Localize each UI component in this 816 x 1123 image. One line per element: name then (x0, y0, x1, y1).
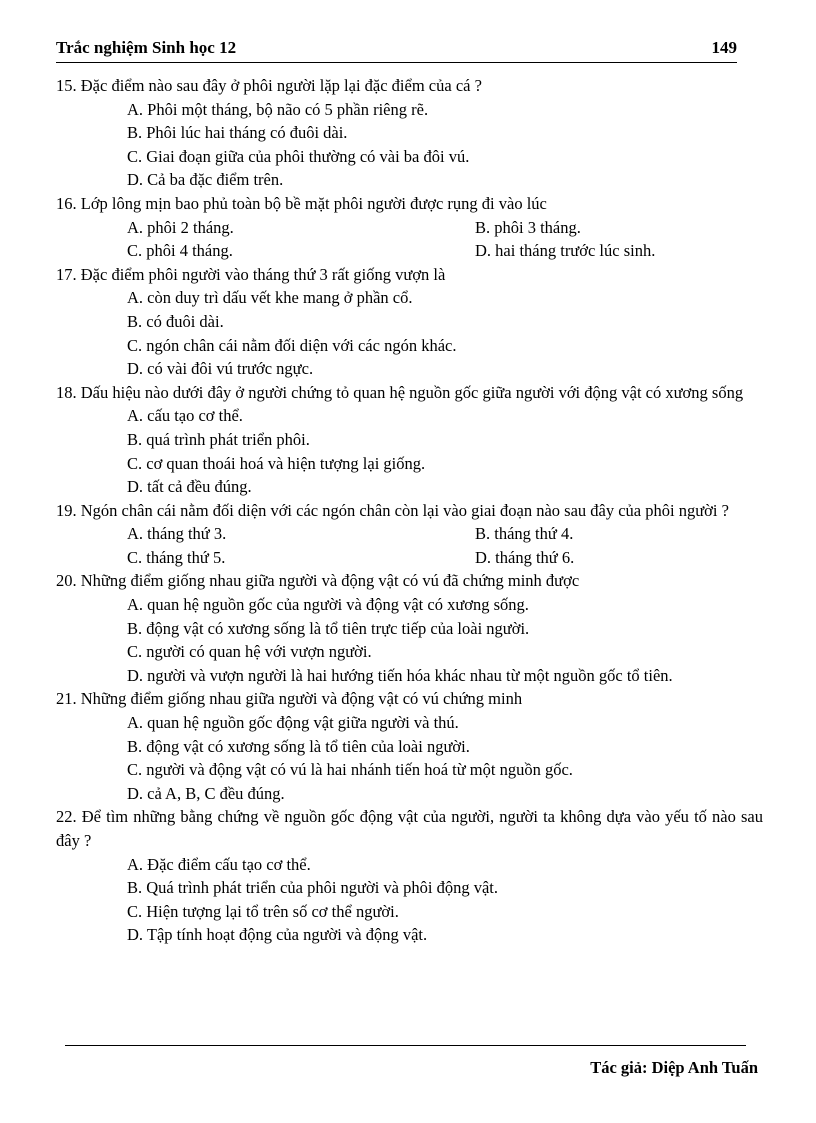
answer-option: D. cả A, B, C đều đúng. (127, 783, 285, 803)
answer-option: B. động vật có xương sống là tổ tiên trực tiếp của loài người. (127, 618, 530, 638)
answer-option: D. Cả ba đặc điểm trên. (127, 170, 284, 190)
question-stem: 19. Ngón chân cái nằm đối diện với các ngón chân còn lại vào giai đoạn nào sau đây của phôi người ? (56, 500, 729, 520)
answer-option: A. Phôi một tháng, bộ não có 5 phần riêng rẽ. (127, 99, 429, 119)
question-stem: 16. Lớp lông mịn bao phủ toàn bộ bề mặt phôi người được rụng đi vào lúc (56, 193, 547, 213)
question-stem: 21. Những điểm giống nhau giữa người và động vật có vú chứng minh (56, 689, 523, 709)
answer-option: C. Hiện tượng lại tổ trên số cơ thể người. (127, 901, 399, 921)
answer-option: D. hai tháng trước lúc sinh. (475, 241, 656, 261)
answer-option: D. người và vượn người là hai hướng tiến hóa khác nhau từ một nguồn gốc tổ tiên. (127, 665, 673, 685)
answer-option: C. phôi 4 tháng. (127, 241, 233, 261)
answer-option: B. Quá trình phát triển của phôi người và phôi động vật. (127, 878, 498, 898)
question-stem: 17. Đặc điểm phôi người vào tháng thứ 3 rất giống vượn là (56, 264, 446, 284)
answer-option: A. quan hệ nguồn gốc của người và động vật có xương sống. (127, 595, 529, 615)
page-header (56, 34, 737, 63)
answer-option: C. ngón chân cái nằm đối diện với các ngón khác. (127, 335, 457, 355)
answer-option: C. người và động vật có vú là hai nhánh tiến hoá từ một nguồn gốc. (127, 760, 573, 780)
answer-option: A. còn duy trì dấu vết khe mang ở phần cổ. (127, 288, 413, 308)
answer-option: A. tháng thứ 3. (127, 524, 227, 544)
answer-option: D. có vài đôi vú trước ngực. (127, 359, 314, 379)
answer-option: C. người có quan hệ với vượn người. (127, 642, 372, 662)
answer-option-row (56, 546, 763, 570)
page-number: 149 (711, 38, 737, 57)
answer-option: B. động vật có xương sống là tổ tiên của loài người. (127, 736, 470, 756)
question-stem: 20. Những điểm giống nhau giữa người và động vật có vú đã chứng minh được (56, 571, 580, 591)
answer-option: B. quá trình phát triển phôi. (127, 429, 310, 449)
answer-option: A. cấu tạo cơ thể. (127, 406, 243, 426)
author-credit: Tác giả: Diệp Anh Tuấn (590, 1058, 758, 1077)
answer-option-row (56, 522, 763, 546)
answer-option: D. tháng thứ 6. (475, 547, 575, 567)
answer-option: B. Phôi lúc hai tháng có đuôi dài. (127, 123, 348, 143)
answer-option: D. Tập tính hoạt động của người và động vật. (127, 925, 428, 945)
answer-option-row (56, 216, 763, 240)
question-stem: 15. Đặc điểm nào sau đây ở phôi người lặp lại đặc điểm của cá ? (56, 76, 482, 95)
answer-option: C. tháng thứ 5. (127, 547, 226, 567)
answer-option: B. tháng thứ 4. (475, 524, 574, 544)
question-stem: 22. Để tìm những bằng chứng về nguồn gốc động vật của người, người ta không dựa vào yếu tố nào sau đây ? (56, 807, 763, 850)
answer-option: C. cơ quan thoái hoá và hiện tượng lại giống. (127, 453, 426, 473)
book-title: Trắc nghiệm Sinh học 12 (56, 38, 237, 57)
question-stem: 18. Dấu hiệu nào dưới đây ở người chứng tỏ quan hệ nguồn gốc giữa người với động vật có xương sống (56, 382, 744, 402)
answer-option: A. Đặc điểm cấu tạo cơ thể. (127, 854, 311, 874)
answer-option: D. tất cả đều đúng. (127, 477, 252, 497)
footer-divider (65, 1045, 746, 1046)
answer-option: A. phôi 2 tháng. (127, 217, 234, 237)
answer-option: A. quan hệ nguồn gốc động vật giữa người và thú. (127, 713, 459, 733)
answer-option: C. Giai đoạn giữa của phôi thường có vài ba đôi vú. (127, 146, 470, 166)
question-list (56, 74, 763, 947)
answer-option: B. phôi 3 tháng. (475, 217, 581, 237)
answer-option-row (56, 239, 763, 263)
answer-option: B. có đuôi dài. (127, 311, 224, 331)
